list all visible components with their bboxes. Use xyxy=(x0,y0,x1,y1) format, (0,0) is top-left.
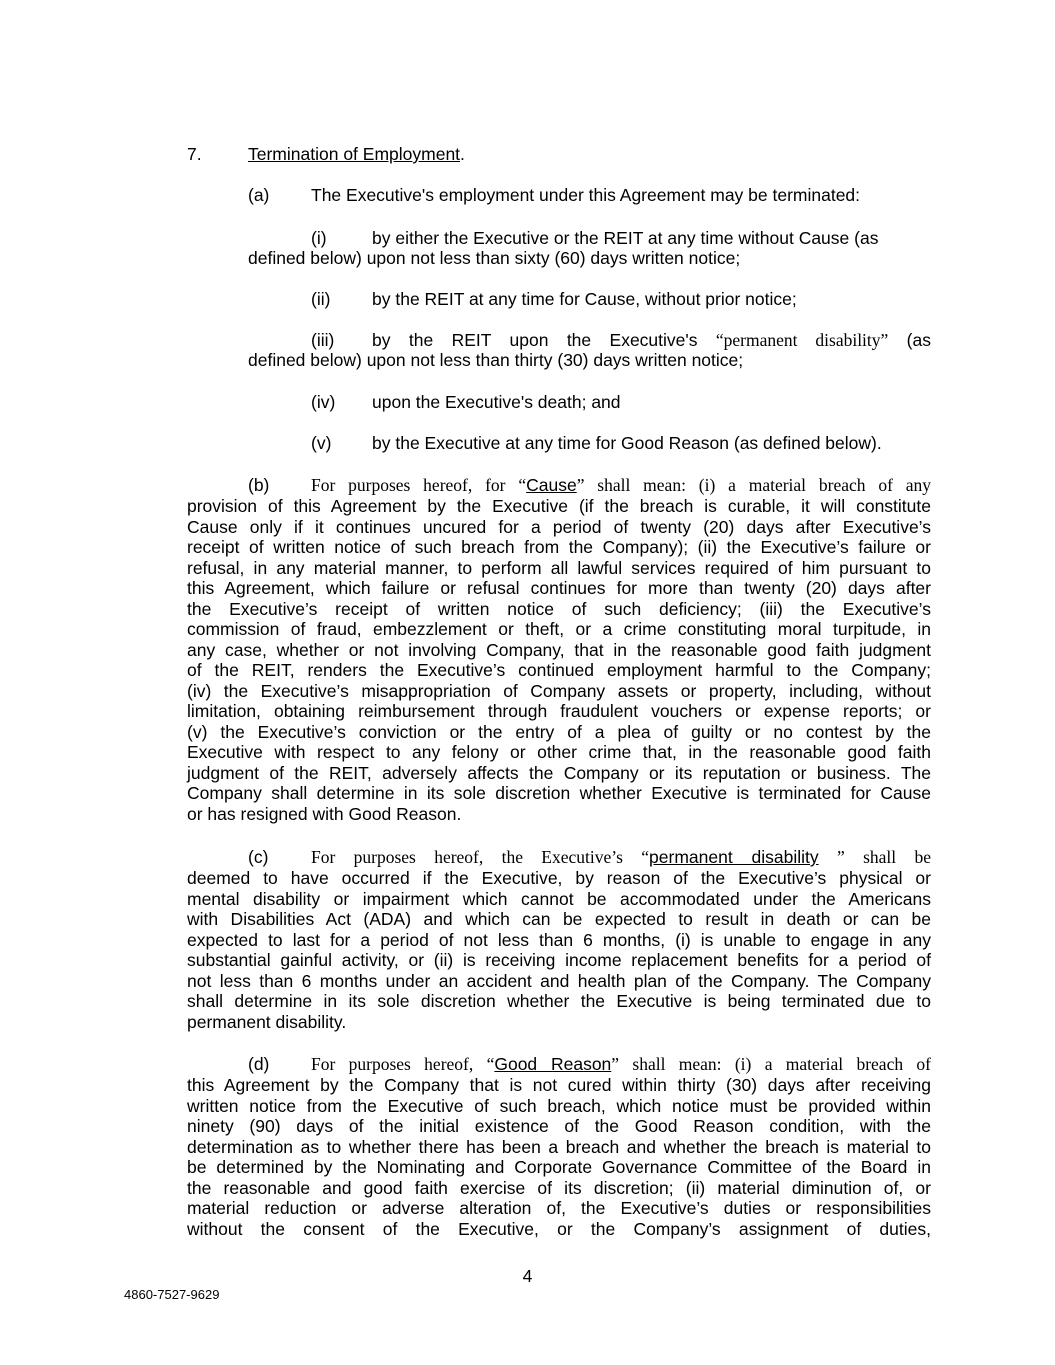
para-b-intro xyxy=(311,475,931,496)
para-c-line: with Disabilities Act (ADA) and which can be expected to result in death or can be xyxy=(187,909,931,929)
item-iii-pre: by the REIT upon the Executive's xyxy=(372,330,716,350)
para-a-text: The Executive's employment under this Agreement may be terminated: xyxy=(311,185,861,205)
para-c-intro-pre: For purposes hereof, the Executive’s “ xyxy=(311,847,650,867)
item-ii-line1: by the REIT at any time for Cause, without prior notice; xyxy=(372,289,797,309)
para-c-intro xyxy=(311,847,931,868)
para-d-intro-post: ” shall mean: (i) a material breach of xyxy=(611,1054,931,1074)
section-heading-text: Termination of Employment xyxy=(248,144,461,164)
para-d-line: the reasonable and good faith exercise of its discretion; (ii) material diminution of, or xyxy=(187,1177,931,1198)
para-d-line: be determined by the Nominating and Corporate Governance Committee of the Board in xyxy=(187,1157,931,1177)
para-d-line: ninety (90) days of the initial existence of the Good Reason condition, with the xyxy=(187,1116,931,1136)
para-d-line: without the consent of the Executive, or the Company’s assignment of duties, xyxy=(187,1218,931,1239)
para-b-line: refusal, in any material manner, to perform all lawful services required of him pursuant to xyxy=(187,557,931,578)
para-b-line: or has resigned with Good Reason. xyxy=(187,803,462,824)
section-number: 7. xyxy=(187,144,202,164)
para-b-line: the Executive’s receipt of written notice of such deficiency; (iii) the Executive’s xyxy=(187,598,931,619)
item-v-label: (v) xyxy=(311,433,332,453)
item-v-line1: by the Executive at any time for Good Reason (as defined below). xyxy=(372,433,882,453)
para-d-body xyxy=(187,1075,931,1239)
item-ii-label: (ii) xyxy=(311,289,331,309)
para-b-line: this Agreement, which failure or refusal continues for more than twenty (20) days after xyxy=(187,578,931,598)
para-b-line: Cause only if it continues uncured for a period of twenty (20) days after Executive’s xyxy=(187,516,931,537)
para-b-line: of the REIT, renders the Executive’s continued employment harmful to the Company; xyxy=(187,660,931,680)
document-id: 4860-7527-9629 xyxy=(124,1287,220,1302)
item-iii-post: (as xyxy=(888,330,931,350)
para-c-line: shall determine in its sole discretion whether the Executive is being terminated due to xyxy=(187,991,931,1011)
para-b-line: receipt of written notice of such breach from the Company); (ii) the Executive’s failure or xyxy=(187,537,931,557)
para-b-intro-pre: For purposes hereof, for “ xyxy=(311,475,527,495)
item-iii-line2: defined below) upon not less than thirty (30) days written notice; xyxy=(248,350,744,370)
para-d-intro xyxy=(311,1054,931,1075)
item-i-line1: by either the Executive or the REIT at any time without Cause (as xyxy=(372,228,879,248)
item-iv-label: (iv) xyxy=(311,392,336,412)
para-c-line: permanent disability. xyxy=(187,1011,347,1032)
para-d-intro-pre: For purposes hereof, “ xyxy=(311,1054,495,1074)
section-heading xyxy=(248,144,465,165)
item-iii-label: (iii) xyxy=(311,330,335,350)
para-c-line: deemed to have occurred if the Executive, by reason of the Executive’s physical or xyxy=(187,868,931,888)
item-i-line2: defined below) upon not less than sixty (60) days written notice; xyxy=(248,248,741,268)
para-d-line: determination as to whether there has been a breach and whether the breach is material to xyxy=(187,1136,931,1157)
para-c-intro-post: ” shall be xyxy=(818,847,931,867)
para-b-line: Company shall determine in its sole discretion whether Executive is terminated for Cause xyxy=(187,783,931,803)
para-b-line: any case, whether or not involving Company, that in the reasonable good faith judgment xyxy=(187,639,931,660)
para-d-label: (d) xyxy=(248,1054,270,1074)
para-b-line: limitation, obtaining reimbursement through fraudulent vouchers or expense reports; or xyxy=(187,701,931,721)
para-b-intro-post: ” shall mean: (i) a material breach of any xyxy=(576,475,931,495)
para-a-label: (a) xyxy=(248,185,270,205)
para-d-term: Good Reason xyxy=(494,1054,612,1074)
item-iii-line1 xyxy=(372,330,931,351)
para-b-line: commission of fraud, embezzlement or theft, or a crime constituting moral turpitude, in xyxy=(187,619,931,639)
section-heading-period: . xyxy=(460,144,465,164)
item-iv-line1: upon the Executive's death; and xyxy=(372,392,621,412)
para-b-line: provision of this Agreement by the Executive (if the breach is curable, it will constitute xyxy=(187,496,931,516)
para-b-line: (iv) the Executive’s misappropriation of Company assets or property, including, without xyxy=(187,680,931,701)
para-c-term: permanent disability xyxy=(649,847,819,867)
para-c-line: substantial gainful activity, or (ii) is receiving income replacement benefits for a period of xyxy=(187,950,931,970)
para-c-line: not less than 6 months under an accident and health plan of the Company. The Company xyxy=(187,970,931,991)
para-b-line: Executive with respect to any felony or other crime that, in the reasonable good faith xyxy=(187,742,931,762)
para-b-line: judgment of the REIT, adversely affects the Company or its reputation or business. The xyxy=(187,762,931,783)
para-c-body xyxy=(187,868,931,1032)
item-iii-quote: “permanent disability” xyxy=(715,330,889,350)
para-d-line: written notice from the Executive of such breach, which notice must be provided within xyxy=(187,1095,931,1116)
para-b-term: Cause xyxy=(526,475,577,495)
para-d-line: this Agreement by the Company that is not cured within thirty (30) days after receiving xyxy=(187,1075,931,1095)
page-number: 4 xyxy=(522,1266,533,1286)
para-b-label: (b) xyxy=(248,475,270,495)
para-d-line: material reduction or adverse alteration of, the Executive’s duties or responsibilities xyxy=(187,1198,931,1218)
para-c-line: mental disability or impairment which cannot be accommodated under the Americans xyxy=(187,888,931,909)
para-b-body xyxy=(187,496,931,824)
para-c-label: (c) xyxy=(248,847,269,867)
para-b-line: (v) the Executive’s conviction or the entry of a plea of guilty or no contest by the xyxy=(187,721,931,742)
item-i-label: (i) xyxy=(311,228,327,248)
para-c-line: expected to last for a period of not less than 6 months, (i) is unable to engage in any xyxy=(187,929,931,950)
